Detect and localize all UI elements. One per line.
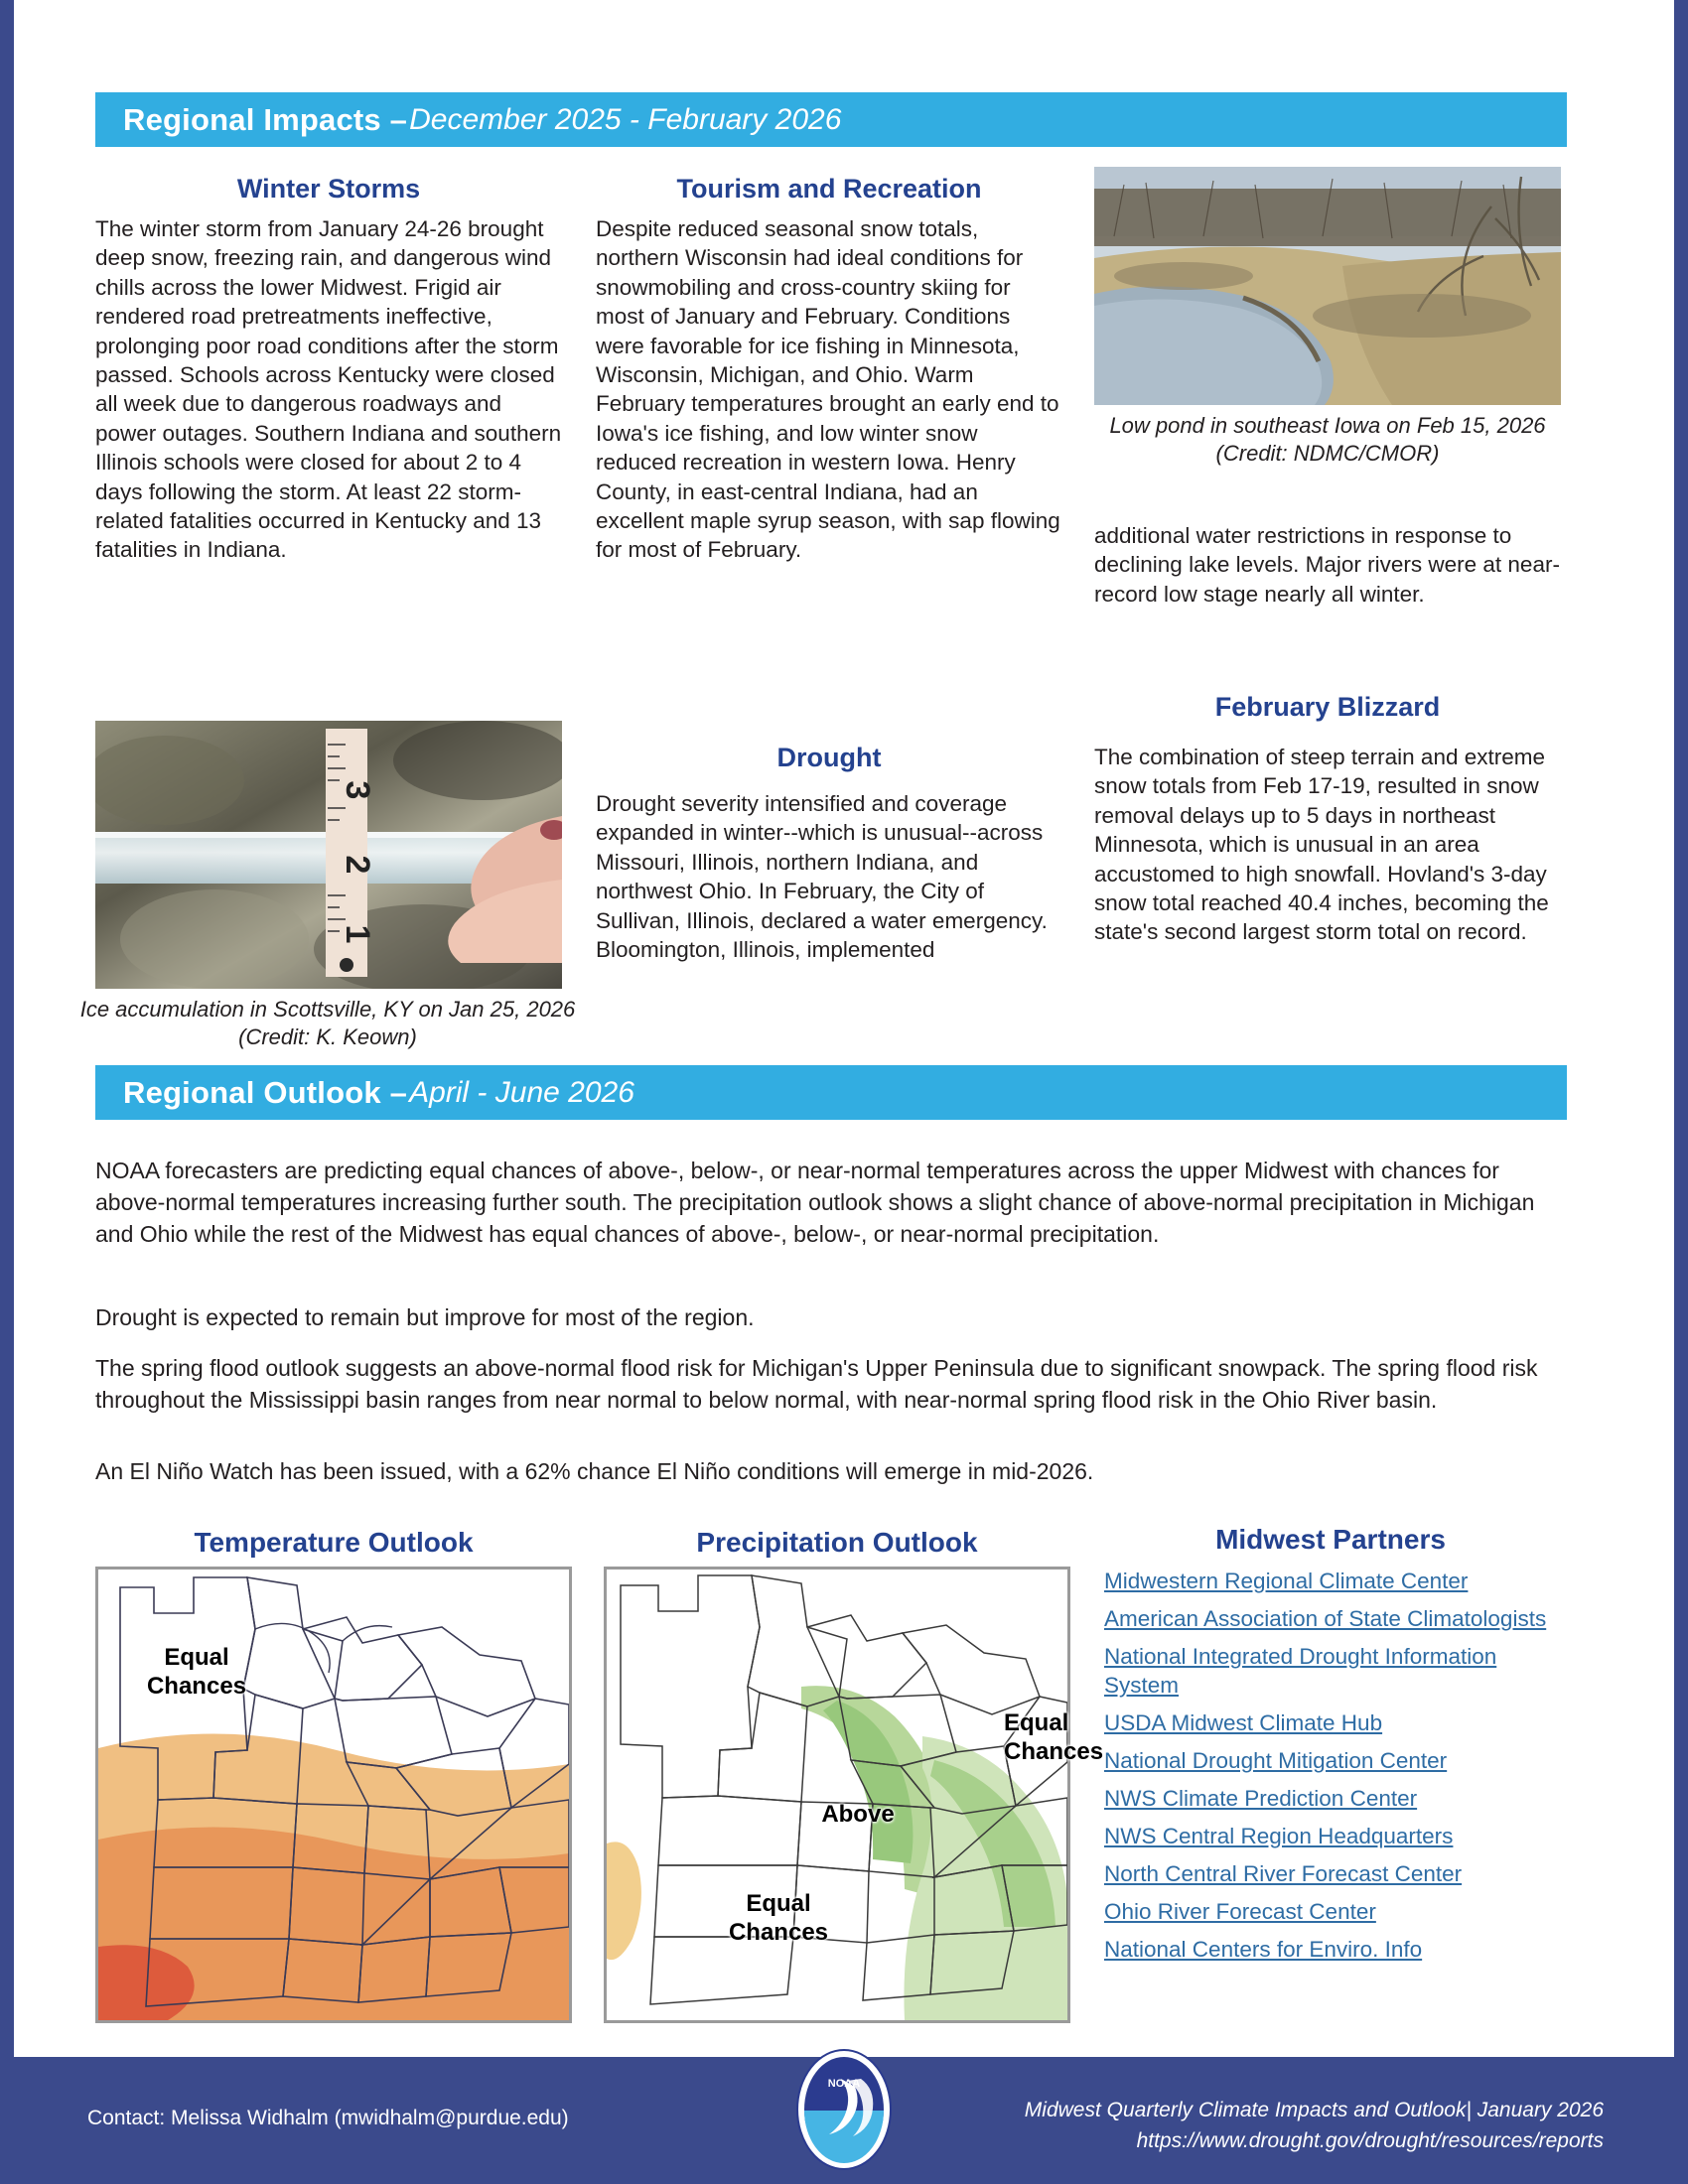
heading-tourism-recreation: Tourism and Recreation: [676, 174, 982, 204]
footer-report-info: [909, 2095, 1604, 2156]
text-run: NOAA forecasters: [95, 1158, 285, 1183]
text-run: Despite reduced seasonal snow totals, northern Wisconsin had ideal conditions for snowmobiling and cross-country skiing for most of January and February. Conditions were favorable for ice fishing in Minnesota, Wisconsin,: [596, 216, 1024, 388]
inline-link[interactable]: January 24-26: [319, 216, 462, 241]
text-run: is expected to remain but improve for most of the region.: [176, 1304, 755, 1330]
temperature-map-label-equal-chances: Equal Chances: [146, 1644, 247, 1700]
text-run: The winter storm from: [95, 216, 320, 241]
photo-low-pond: [1094, 167, 1561, 405]
text-run: in western Iowa. Henry County, in east-central Indiana, had an excellent maple syrup season, with sap flowing for most of February.: [596, 450, 1060, 563]
inline-link[interactable]: water emergency: [871, 907, 1042, 933]
precipitation-map-graphic: [607, 1570, 1067, 2020]
heading-winter-storms: Winter Storms: [236, 174, 421, 204]
outlook-paragraph-3: [95, 1352, 1567, 1416]
caption-pond-photo: Low pond in southeast Iowa on Feb 15, 2026 (Credit: NDMC/CMOR): [1109, 413, 1546, 466]
text-run: suggests an above-normal flood risk for Michigan's Upper Peninsula due to significant snowpack. The spring flood risk throughout the Mississippi basin ranges from near normal to below normal, with near-normal spring flood risk in the: [95, 1355, 1538, 1413]
text-run: The: [95, 1355, 142, 1381]
text-run: .: [1430, 1387, 1438, 1413]
inline-link[interactable]: Ohio River basin: [1261, 1387, 1431, 1413]
svg-text:1: 1: [339, 924, 376, 944]
inline-link[interactable]: closed all week: [95, 362, 555, 417]
heading-february-blizzard: February Blizzard: [1214, 692, 1441, 722]
text-run: Drought severity intensified and coverage expanded in winter--which is unusual--across Missouri, Illinois, northern Indiana, and northwest Ohio. In February, the City of Sullivan, Illinois, declared a: [596, 791, 1044, 933]
banner-outlook-title: Regional Outlook –: [123, 1074, 408, 1110]
photo-ice-accumulation: [95, 721, 562, 989]
partner-link[interactable]: North Central River Forecast Center: [1104, 1861, 1463, 1886]
text-run: , and low winter snow: [764, 420, 978, 446]
noaa-seal-icon: [789, 2045, 899, 2174]
inline-link[interactable]: El Niño: [129, 1458, 204, 1484]
text-run: . Bloomington, Illinois, implemented: [596, 907, 1048, 963]
temperature-outlook-title: Temperature Outlook: [194, 1527, 474, 1558]
partner-link[interactable]: National Drought Mitigation Center: [1104, 1748, 1448, 1773]
regional-impacts-banner: [95, 92, 1567, 147]
inline-link[interactable]: power outages: [95, 420, 242, 446]
text-run: in response to declining lake levels. Major rivers were at near-record low stage nearly all winter.: [1094, 523, 1560, 607]
precipitation-outlook-map[interactable]: [604, 1567, 1104, 2023]
partner-link[interactable]: Ohio River Forecast Center: [1104, 1899, 1376, 1924]
text-run: , and Ohio. Warm February temperatures brought an early end to Iowa's: [596, 362, 1059, 446]
text-run: due to dangerous roadways and: [176, 391, 502, 417]
paragraph-february-blizzard: [1094, 743, 1561, 947]
text-run: occurred in Kentucky and: [251, 508, 516, 534]
text-run: An: [95, 1458, 130, 1484]
inline-link[interactable]: 13 fatalities: [95, 508, 542, 563]
paragraph-drought: [596, 789, 1062, 964]
text-run: The combination of steep terrain and extreme snow totals from Feb 17-19, resulted in snow removal delays up to 5 days in northeast Minnesota, which is unusual in an area accustomed to high snowfall. Hovland's 3-day snow total reached 40.4 inches, becoming the state's: [1094, 745, 1549, 945]
inline-link[interactable]: second largest storm total: [1164, 919, 1421, 945]
banner-impacts-title: Regional Impacts –: [123, 101, 408, 137]
text-run: Watch has been issued, with a 62% chance El Niño conditions will emerge in mid-2026.: [203, 1458, 1094, 1484]
inline-link[interactable]: water restrictions: [1196, 523, 1365, 548]
svg-text:3: 3: [339, 780, 376, 800]
banner-outlook-daterange: April - June 2026: [409, 1075, 634, 1109]
inline-link[interactable]: reduced recreation: [596, 450, 782, 476]
regional-outlook-banner: [95, 1065, 1567, 1120]
text-run: on record.: [1420, 919, 1527, 945]
inline-link[interactable]: ice fishing: [664, 420, 765, 446]
inline-link[interactable]: Michigan: [710, 362, 800, 388]
inline-link[interactable]: 22 storm-related fatalities: [95, 478, 521, 534]
noaa-logo: [789, 2045, 899, 2174]
temperature-outlook-map[interactable]: [95, 1567, 572, 2023]
text-run: equal chances of above-, below-, or near-normal temperatures across the upper Midwest with chances for above-normal temperatures increasing further south. The precipitation outlook shows a slight chance of above-normal precipitation in Michigan and Ohio while the rest of the Midwest has equal chances of above-, below-, or near-normal precipitation.: [95, 1158, 1535, 1247]
text-run: in Indiana.: [177, 537, 287, 563]
footer-contact: Contact: Melissa Widhalm (mwidhalm@purdue.edu): [87, 2107, 569, 2129]
text-run: . Southern Indiana and southern Illinois schools were closed for about 2 to 4 days following the storm. At least: [95, 420, 562, 504]
paragraph-tourism-recreation: [596, 214, 1062, 565]
svg-text:2: 2: [339, 855, 376, 875]
precipitation-map-label-above: Above: [821, 1801, 895, 1828]
footer-report-url: https://www.drought.gov/drought/resources/reports: [1136, 2129, 1604, 2152]
outlook-paragraph-4: [95, 1455, 1567, 1487]
ice-accumulation-image: [95, 721, 562, 989]
partner-link[interactable]: NWS Climate Prediction Center: [1104, 1786, 1418, 1811]
partner-link[interactable]: NWS Central Region Headquarters: [1104, 1824, 1454, 1848]
precipitation-map-label-equal-chances-right: Equal Chances: [1004, 1709, 1104, 1765]
outlook-paragraph-1: [95, 1155, 1567, 1250]
paragraph-winter-storms: [95, 214, 562, 565]
paragraph-drought-continued: [1094, 521, 1561, 609]
midwest-partners-title: Midwest Partners: [1215, 1524, 1446, 1555]
partner-link[interactable]: National Centers for Enviro. Info: [1104, 1937, 1423, 1962]
temperature-map-graphic: [98, 1570, 569, 2020]
partner-link[interactable]: American Association of State Climatologists: [1104, 1606, 1547, 1631]
noaa-logo-text: NOAA: [827, 2078, 861, 2090]
text-run: brought deep snow, freezing rain, and dangerous wind chills across the lower Midwest. Frigid air rendered road pretreatments ineffective, prolonging poor road conditions after the storm passed. Schools across Kentucky were: [95, 216, 559, 388]
outlook-paragraph-2: [95, 1301, 1567, 1333]
partner-link[interactable]: National Integrated Drought Information System: [1104, 1644, 1497, 1698]
low-pond-image: [1094, 167, 1561, 405]
inline-link[interactable]: spring flood outlook: [141, 1355, 340, 1381]
inline-link[interactable]: Drought: [95, 1304, 177, 1330]
heading-drought: Drought: [776, 743, 882, 772]
precipitation-map-label-equal-chances-left: Equal Chances: [728, 1890, 829, 1946]
precipitation-outlook-title: Precipitation Outlook: [696, 1527, 978, 1558]
inline-link[interactable]: are predicting: [284, 1158, 423, 1183]
partner-link[interactable]: Midwestern Regional Climate Center: [1104, 1569, 1469, 1593]
text-run: additional: [1094, 523, 1196, 548]
midwest-partners-list: [1104, 1567, 1571, 1973]
banner-impacts-daterange: December 2025 - February 2026: [409, 102, 842, 136]
caption-ice-photo: Ice accumulation in Scottsville, KY on Jan 25, 2026 (Credit: K. Keown): [79, 997, 576, 1049]
partner-link[interactable]: USDA Midwest Climate Hub: [1104, 1710, 1383, 1735]
footer-report-title: Midwest Quarterly Climate Impacts and Outlook| January 2026: [1024, 2099, 1604, 2121]
